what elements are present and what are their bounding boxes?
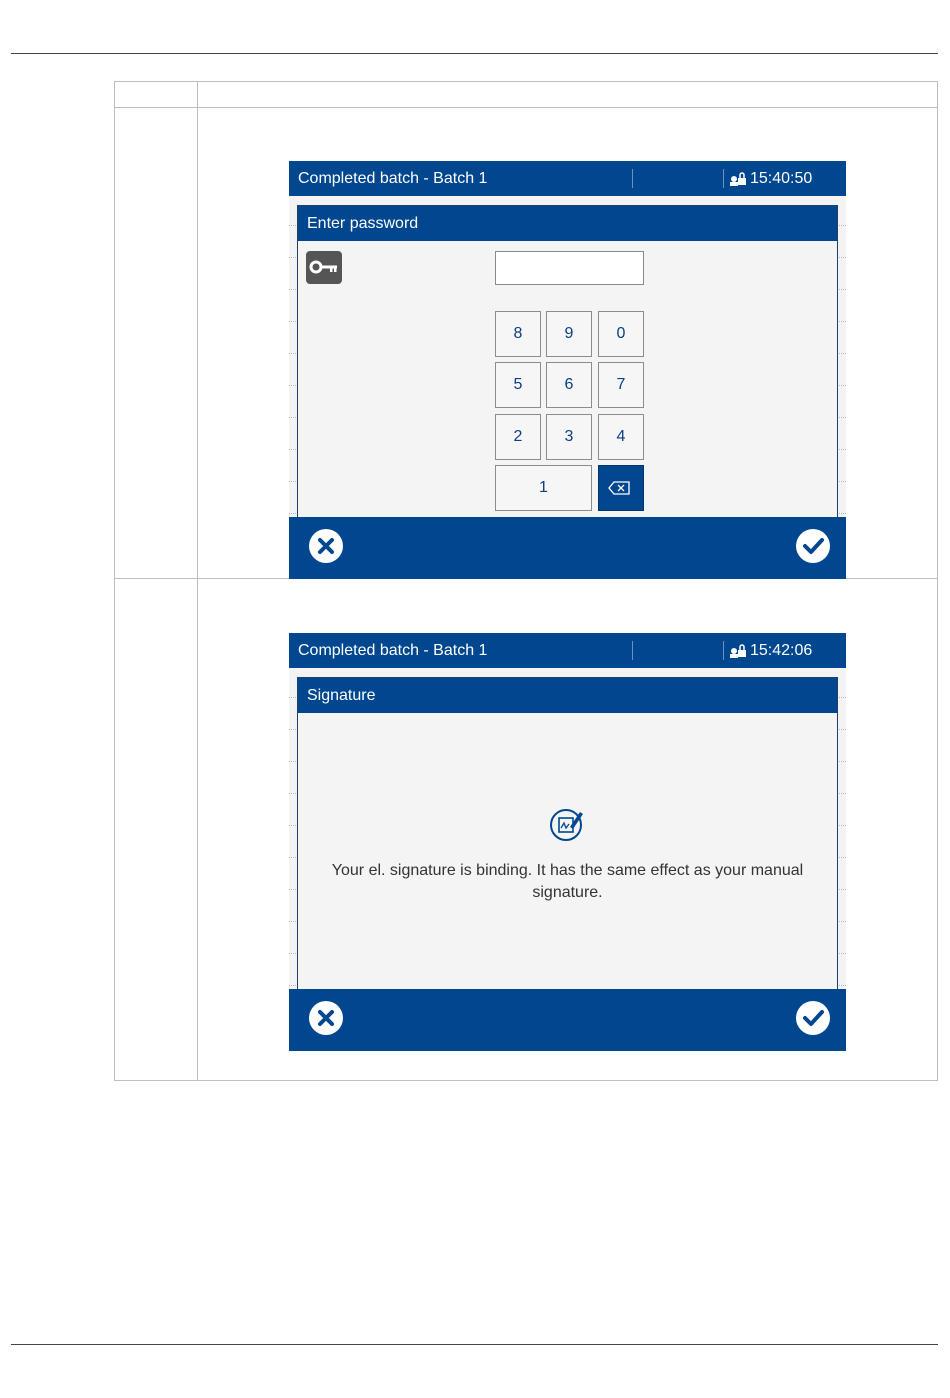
key-icon [306, 251, 342, 284]
cancel-button[interactable] [309, 1001, 343, 1035]
key-7[interactable]: 7 [598, 362, 644, 408]
backspace-icon [599, 466, 643, 510]
key-4[interactable]: 4 [598, 414, 644, 460]
backspace-button[interactable] [598, 465, 644, 511]
signature-screen [289, 633, 846, 1051]
signature-message-line2: signature. [532, 884, 603, 901]
check-circle-icon [796, 1001, 830, 1035]
page-header-rule [11, 53, 938, 54]
dialog-title: Enter password [307, 215, 419, 232]
dialog-header [298, 206, 837, 241]
cancel-circle-icon [309, 529, 343, 563]
cancel-circle-icon [309, 1001, 343, 1035]
password-input[interactable] [495, 251, 644, 285]
signature-message-line1: Your el. signature is binding. It has the same effect as your manual [331, 862, 804, 879]
lock-user-icon [729, 643, 747, 659]
confirm-button[interactable] [796, 529, 830, 563]
key-8[interactable]: 8 [495, 311, 541, 357]
action-bar [289, 989, 846, 1051]
key-9[interactable]: 9 [546, 311, 592, 357]
dialog-title: Signature [307, 687, 376, 704]
check-circle-icon [796, 529, 830, 563]
key-1[interactable]: 1 [495, 465, 592, 511]
action-bar [289, 517, 846, 579]
password-dialog [297, 205, 838, 527]
key-6[interactable]: 6 [546, 362, 592, 408]
key-3[interactable]: 3 [546, 414, 592, 460]
dialog-header [298, 678, 837, 713]
key-2[interactable]: 2 [495, 414, 541, 460]
confirm-button[interactable] [796, 1001, 830, 1035]
clock-time: 15:40:50 [750, 170, 813, 187]
password-screen [289, 161, 846, 579]
clock-time: 15:42:06 [750, 642, 813, 659]
cancel-button[interactable] [309, 529, 343, 563]
signature-dialog [297, 677, 838, 999]
page-footer-rule [11, 1344, 938, 1345]
status-bar [289, 633, 846, 668]
key-0[interactable]: 0 [598, 311, 644, 357]
key-5[interactable]: 5 [495, 362, 541, 408]
lock-user-icon [729, 171, 747, 187]
signature-icon [549, 806, 585, 842]
signature-message [298, 860, 837, 904]
status-bar-title: Completed batch - Batch 1 [298, 642, 488, 659]
status-bar-title: Completed batch - Batch 1 [298, 170, 488, 187]
status-bar [289, 161, 846, 196]
